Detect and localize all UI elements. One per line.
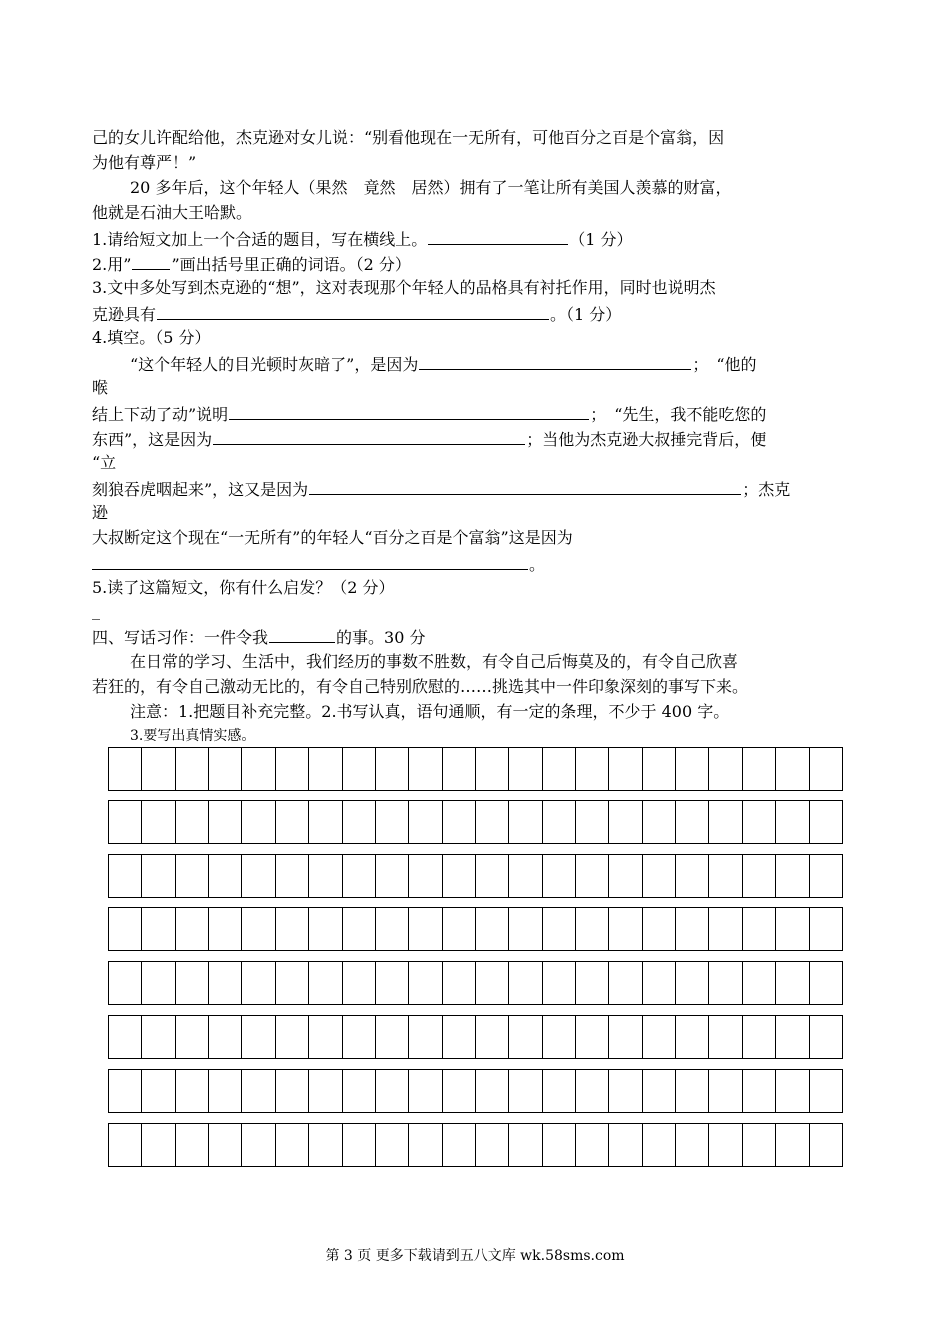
- grid-cell[interactable]: [709, 962, 742, 1004]
- passage-line-1: 己的女儿许配给他，杰克逊对女儿说：“别看他现在一无所有，可他百分之百是个富翁，因: [92, 128, 725, 147]
- question-4-line-6: [92, 478, 790, 500]
- writing-prompt-line-2: 若狂的，有令自己激动无比的，有令自己特别欣慰的……挑选其中一件印象深刻的事写下来。: [92, 677, 749, 696]
- grid-cell[interactable]: [376, 908, 409, 950]
- grid-cell[interactable]: [743, 855, 776, 897]
- grid-cell[interactable]: [142, 801, 175, 843]
- grid-cell[interactable]: [676, 748, 709, 790]
- grid-cell[interactable]: [576, 801, 609, 843]
- grid-cell[interactable]: [709, 855, 742, 897]
- grid-cell[interactable]: [676, 1016, 709, 1058]
- grid-cell[interactable]: [509, 748, 542, 790]
- grid-cell[interactable]: [343, 1016, 376, 1058]
- grid-cell[interactable]: [176, 1016, 209, 1058]
- q4-text: “这个年轻人的目光顿时灰暗了”，是因为: [130, 355, 419, 374]
- grid-cell[interactable]: [609, 801, 642, 843]
- grid-cell[interactable]: [543, 801, 576, 843]
- grid-cell[interactable]: [209, 855, 242, 897]
- question-3-line-1: 3.文中多处写到杰克逊的“想”，这对表现那个年轻人的品格具有衬托作用，同时也说明杰: [92, 278, 716, 297]
- grid-cell[interactable]: [276, 748, 309, 790]
- grid-cell[interactable]: [109, 748, 142, 790]
- grid-cell[interactable]: [276, 855, 309, 897]
- grid-row[interactable]: [108, 1015, 843, 1059]
- grid-row[interactable]: [108, 854, 843, 898]
- grid-cell[interactable]: [576, 1070, 609, 1112]
- grid-cell[interactable]: [709, 1016, 742, 1058]
- grid-cell[interactable]: [209, 1016, 242, 1058]
- grid-cell[interactable]: [443, 748, 476, 790]
- grid-cell[interactable]: [276, 908, 309, 950]
- grid-cell[interactable]: [242, 1070, 275, 1112]
- grid-cell[interactable]: [576, 1124, 609, 1166]
- grid-cell[interactable]: [209, 748, 242, 790]
- question-4-line-9: [92, 553, 545, 575]
- grid-cell[interactable]: [543, 855, 576, 897]
- grid-cell[interactable]: [476, 855, 509, 897]
- grid-cell[interactable]: [309, 1016, 342, 1058]
- grid-cell[interactable]: [176, 855, 209, 897]
- grid-cell[interactable]: [276, 1016, 309, 1058]
- grid-cell[interactable]: [810, 1124, 843, 1166]
- grid-cell[interactable]: [810, 908, 843, 950]
- question-2: [92, 253, 411, 275]
- question-3-line-2: [92, 303, 621, 325]
- grid-cell[interactable]: [443, 855, 476, 897]
- grid-cell[interactable]: [142, 1124, 175, 1166]
- grid-cell[interactable]: [609, 855, 642, 897]
- grid-cell[interactable]: [443, 1070, 476, 1112]
- grid-cell[interactable]: [709, 908, 742, 950]
- grid-cell[interactable]: [743, 1070, 776, 1112]
- grid-cell[interactable]: [409, 1070, 442, 1112]
- question-3-end: 。（1 分）: [550, 305, 622, 324]
- grid-cell[interactable]: [476, 1016, 509, 1058]
- grid-cell[interactable]: [409, 1016, 442, 1058]
- grid-row[interactable]: [108, 747, 843, 791]
- question-1: [92, 228, 633, 250]
- grid-cell[interactable]: [376, 855, 409, 897]
- writing-title-a: 四、写话习作：一件令我: [92, 628, 269, 647]
- grid-cell[interactable]: [276, 1124, 309, 1166]
- grid-cell[interactable]: [409, 855, 442, 897]
- grid-cell[interactable]: [609, 748, 642, 790]
- grid-cell[interactable]: [609, 1070, 642, 1112]
- grid-cell[interactable]: [209, 1070, 242, 1112]
- question-4-line-8: 大叔断定这个现在“一无所有”的年轻人“百分之百是个富翁”这是因为: [92, 528, 573, 547]
- grid-cell[interactable]: [343, 855, 376, 897]
- grid-cell[interactable]: [376, 1016, 409, 1058]
- grid-cell[interactable]: [509, 962, 542, 1004]
- grid-cell[interactable]: [776, 962, 809, 1004]
- grid-cell[interactable]: [343, 962, 376, 1004]
- question-5: 5.读了这篇短文，你有什么启发？（2 分）: [92, 578, 395, 597]
- grid-cell[interactable]: [309, 1070, 342, 1112]
- answer-blank[interactable]: [213, 428, 525, 445]
- grid-cell[interactable]: [176, 1124, 209, 1166]
- grid-cell[interactable]: [543, 1124, 576, 1166]
- writing-title-b: 的事。30 分: [336, 628, 426, 647]
- grid-cell[interactable]: [176, 801, 209, 843]
- grid-row[interactable]: [108, 1123, 843, 1167]
- grid-cell[interactable]: [810, 855, 843, 897]
- grid-cell[interactable]: [643, 1124, 676, 1166]
- question-4-line-5: “立: [92, 453, 117, 472]
- grid-cell[interactable]: [276, 962, 309, 1004]
- grid-cell[interactable]: [376, 801, 409, 843]
- grid-cell[interactable]: [376, 1124, 409, 1166]
- grid-cell[interactable]: [476, 801, 509, 843]
- grid-cell[interactable]: [810, 748, 843, 790]
- grid-cell[interactable]: [109, 855, 142, 897]
- grid-cell[interactable]: [242, 1016, 275, 1058]
- passage-line-3: 20 多年后，这个年轻人（果然 竟然 居然）拥有了一笔让所有美国人羡慕的财富，: [130, 178, 732, 197]
- grid-cell[interactable]: [443, 1016, 476, 1058]
- q4-text: 刻狼吞虎咽起来”，这又是因为: [92, 480, 309, 499]
- answer-blank[interactable]: [309, 478, 741, 495]
- question-2-text-a: 2.用”: [92, 255, 132, 274]
- grid-cell[interactable]: [509, 855, 542, 897]
- grid-cell[interactable]: [676, 1124, 709, 1166]
- grid-cell[interactable]: [643, 962, 676, 1004]
- q4-text: 东西”，这是因为: [92, 430, 213, 449]
- grid-cell[interactable]: [276, 801, 309, 843]
- grid-row[interactable]: [108, 1069, 843, 1113]
- grid-cell[interactable]: [409, 1124, 442, 1166]
- grid-cell[interactable]: [142, 908, 175, 950]
- writing-title: [92, 626, 425, 648]
- passage-line-2: 为他有尊严！”: [92, 153, 197, 172]
- grid-cell[interactable]: [309, 801, 342, 843]
- grid-cell[interactable]: [709, 801, 742, 843]
- grid-cell[interactable]: [343, 801, 376, 843]
- grid-cell[interactable]: [343, 1070, 376, 1112]
- grid-cell[interactable]: [109, 962, 142, 1004]
- grid-cell[interactable]: [209, 801, 242, 843]
- grid-cell[interactable]: [443, 801, 476, 843]
- grid-cell[interactable]: [209, 962, 242, 1004]
- q4-text: ； “先生，我不能吃您的: [590, 405, 767, 424]
- grid-cell[interactable]: [576, 855, 609, 897]
- grid-cell[interactable]: [709, 1124, 742, 1166]
- question-4-line-2: 喉: [92, 378, 109, 397]
- page-footer: 第 3 页 更多下载请到五八文库 wk.58sms.com: [325, 1248, 625, 1264]
- grid-cell[interactable]: [476, 908, 509, 950]
- grid-cell[interactable]: [509, 908, 542, 950]
- question-1-text: 1.请给短文加上一个合适的题目，写在横线上。: [92, 230, 428, 249]
- grid-cell[interactable]: [376, 962, 409, 1004]
- grid-cell[interactable]: [643, 1016, 676, 1058]
- grid-cell[interactable]: [409, 748, 442, 790]
- writing-note-1: 注意：1.把题目补充完整。2.书写认真，语句通顺，有一定的条理，不少于 400 字。: [130, 702, 730, 721]
- answer-blank[interactable]: [92, 553, 528, 570]
- grid-cell[interactable]: [242, 855, 275, 897]
- grid-cell[interactable]: [576, 748, 609, 790]
- question-4-heading: 4.填空。（5 分）: [92, 328, 211, 347]
- answer-blank[interactable]: [157, 303, 549, 320]
- grid-cell[interactable]: [709, 1070, 742, 1112]
- grid-cell[interactable]: [776, 855, 809, 897]
- grid-cell[interactable]: [543, 1016, 576, 1058]
- grid-cell[interactable]: [176, 1070, 209, 1112]
- q4-text: ；当他为杰克逊大叔捶完背后，便: [526, 430, 767, 449]
- grid-cell[interactable]: [443, 962, 476, 1004]
- grid-cell[interactable]: [309, 908, 342, 950]
- grid-cell[interactable]: [609, 908, 642, 950]
- grid-cell[interactable]: [176, 908, 209, 950]
- grid-cell[interactable]: [776, 1070, 809, 1112]
- grid-cell[interactable]: [743, 1016, 776, 1058]
- grid-cell[interactable]: [643, 855, 676, 897]
- grid-cell[interactable]: [576, 962, 609, 1004]
- grid-cell[interactable]: [609, 962, 642, 1004]
- grid-cell[interactable]: [643, 1070, 676, 1112]
- grid-cell[interactable]: [709, 748, 742, 790]
- grid-cell[interactable]: [209, 908, 242, 950]
- grid-cell[interactable]: [476, 748, 509, 790]
- q4-text: ；杰克: [742, 480, 791, 499]
- grid-cell[interactable]: [309, 962, 342, 1004]
- grid-cell[interactable]: [743, 1124, 776, 1166]
- grid-cell[interactable]: [309, 748, 342, 790]
- grid-cell[interactable]: [109, 1016, 142, 1058]
- grid-cell[interactable]: [142, 855, 175, 897]
- grid-cell[interactable]: [109, 908, 142, 950]
- grid-cell[interactable]: [176, 962, 209, 1004]
- grid-cell[interactable]: [242, 962, 275, 1004]
- grid-cell[interactable]: [242, 908, 275, 950]
- passage-line-4: 他就是石油大王哈默。: [92, 203, 253, 222]
- grid-cell[interactable]: [576, 908, 609, 950]
- grid-cell[interactable]: [209, 1124, 242, 1166]
- grid-cell[interactable]: [509, 1070, 542, 1112]
- grid-cell[interactable]: [142, 962, 175, 1004]
- grid-cell[interactable]: [643, 801, 676, 843]
- answer-blank[interactable]: [229, 403, 589, 420]
- grid-cell[interactable]: [676, 801, 709, 843]
- question-4-line-7: 逊: [92, 503, 109, 522]
- question-3-text: 克逊具有: [92, 305, 157, 324]
- grid-cell[interactable]: [176, 748, 209, 790]
- grid-cell[interactable]: [109, 1124, 142, 1166]
- grid-cell[interactable]: [376, 748, 409, 790]
- q4-end: 。: [529, 555, 546, 574]
- grid-cell[interactable]: [509, 1016, 542, 1058]
- grid-cell[interactable]: [810, 1016, 843, 1058]
- grid-cell[interactable]: [409, 962, 442, 1004]
- answer-blank[interactable]: [419, 353, 691, 370]
- grid-cell[interactable]: [576, 1016, 609, 1058]
- grid-cell[interactable]: [443, 1124, 476, 1166]
- writing-prompt-line-1: 在日常的学习、生活中，我们经历的事数不胜数，有令自己后悔莫及的，有令自己欣喜: [130, 652, 739, 671]
- grid-cell[interactable]: [776, 1016, 809, 1058]
- underline-sample: [132, 253, 170, 270]
- grid-cell[interactable]: [743, 748, 776, 790]
- title-blank[interactable]: [269, 626, 335, 643]
- grid-cell[interactable]: [543, 1070, 576, 1112]
- grid-cell[interactable]: [309, 1124, 342, 1166]
- answer-blank[interactable]: [428, 228, 568, 245]
- grid-cell[interactable]: [142, 1070, 175, 1112]
- grid-cell[interactable]: [810, 801, 843, 843]
- grid-cell[interactable]: [810, 1070, 843, 1112]
- grid-cell[interactable]: [776, 801, 809, 843]
- grid-cell[interactable]: [409, 801, 442, 843]
- grid-cell[interactable]: [676, 908, 709, 950]
- grid-cell[interactable]: [509, 801, 542, 843]
- grid-cell[interactable]: [242, 1124, 275, 1166]
- grid-cell[interactable]: [676, 1070, 709, 1112]
- grid-cell[interactable]: [309, 855, 342, 897]
- grid-cell[interactable]: [276, 1070, 309, 1112]
- grid-cell[interactable]: [609, 1016, 642, 1058]
- question-4-line-4: [92, 428, 766, 450]
- question-5-mark: _: [92, 601, 100, 620]
- grid-cell[interactable]: [643, 748, 676, 790]
- grid-row[interactable]: [108, 961, 843, 1005]
- grid-cell[interactable]: [109, 1070, 142, 1112]
- grid-cell[interactable]: [743, 962, 776, 1004]
- grid-cell[interactable]: [776, 748, 809, 790]
- grid-cell[interactable]: [676, 855, 709, 897]
- grid-cell[interactable]: [810, 962, 843, 1004]
- grid-cell[interactable]: [676, 962, 709, 1004]
- grid-row[interactable]: [108, 907, 843, 951]
- question-4-line-3: [92, 403, 766, 425]
- grid-cell[interactable]: [543, 908, 576, 950]
- grid-cell[interactable]: [609, 1124, 642, 1166]
- question-1-score: （1 分）: [569, 230, 633, 249]
- question-2-text-b: ”画出括号里正确的词语。（2 分）: [171, 255, 411, 274]
- grid-cell[interactable]: [643, 908, 676, 950]
- grid-cell[interactable]: [543, 962, 576, 1004]
- grid-cell[interactable]: [743, 801, 776, 843]
- grid-cell[interactable]: [242, 801, 275, 843]
- grid-row[interactable]: [108, 800, 843, 844]
- question-4-line-1: [130, 353, 757, 375]
- grid-cell[interactable]: [409, 908, 442, 950]
- grid-cell[interactable]: [476, 1124, 509, 1166]
- q4-text: ； “他的: [692, 355, 757, 374]
- grid-cell[interactable]: [509, 1124, 542, 1166]
- grid-cell[interactable]: [776, 1124, 809, 1166]
- q4-text: 结上下动了动”说明: [92, 405, 229, 424]
- writing-note-2: 3.要写出真情实感。: [130, 728, 256, 744]
- grid-cell[interactable]: [543, 748, 576, 790]
- grid-cell[interactable]: [443, 908, 476, 950]
- grid-cell[interactable]: [376, 1070, 409, 1112]
- grid-cell[interactable]: [343, 748, 376, 790]
- grid-cell[interactable]: [109, 801, 142, 843]
- grid-cell[interactable]: [242, 748, 275, 790]
- grid-cell[interactable]: [476, 1070, 509, 1112]
- grid-cell[interactable]: [743, 908, 776, 950]
- grid-cell[interactable]: [776, 908, 809, 950]
- grid-cell[interactable]: [142, 748, 175, 790]
- grid-cell[interactable]: [343, 908, 376, 950]
- grid-cell[interactable]: [142, 1016, 175, 1058]
- grid-cell[interactable]: [476, 962, 509, 1004]
- grid-cell[interactable]: [343, 1124, 376, 1166]
